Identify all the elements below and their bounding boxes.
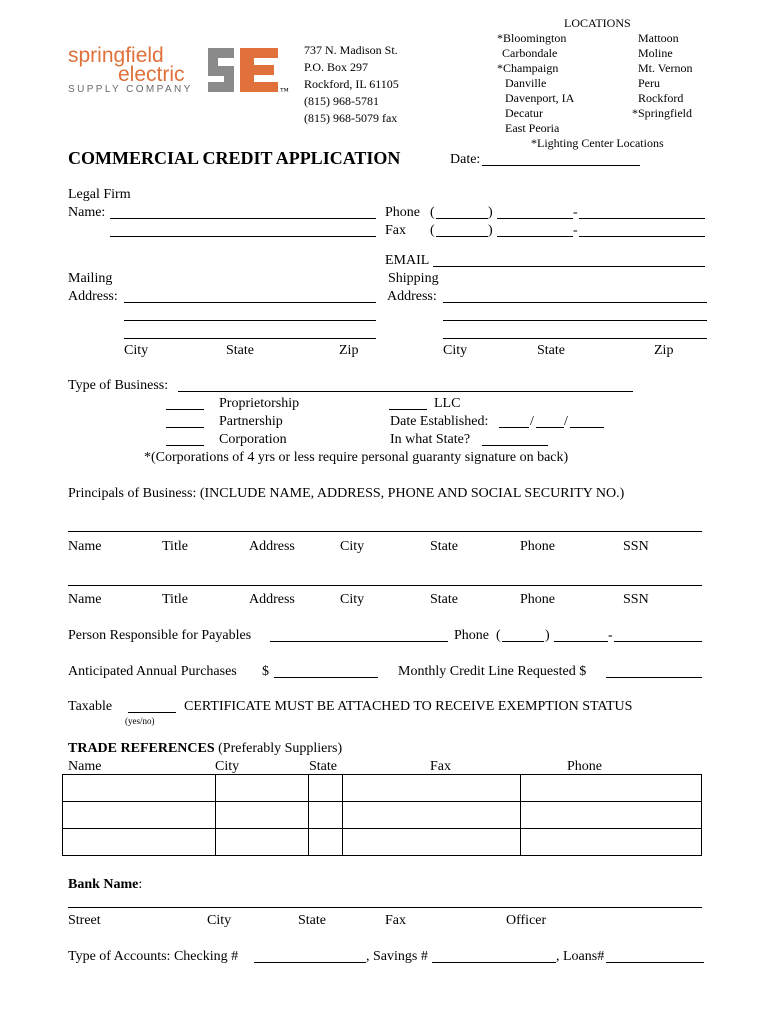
- mailing-city-label: City: [124, 343, 149, 358]
- credit-line-field[interactable]: [606, 677, 702, 678]
- partnership-check-field[interactable]: [166, 427, 204, 428]
- bank-name-colon: :: [138, 877, 143, 892]
- address-street: 737 N. Madison St.: [304, 43, 398, 57]
- bank-col-street: Street: [68, 913, 101, 928]
- checking-account-field[interactable]: [254, 962, 366, 963]
- location-item: Rockford: [638, 91, 684, 105]
- logo-mark-icon: [204, 44, 282, 96]
- fax-area-field[interactable]: [436, 236, 488, 237]
- certificate-note: CERTIFICATE MUST BE ATTACHED TO RECEIVE EXEMPTION STATUS: [184, 699, 633, 714]
- trade-ref-name-cell[interactable]: [63, 802, 216, 829]
- trade-ref-fax-cell[interactable]: [343, 802, 521, 829]
- phone-number-field[interactable]: [579, 218, 705, 219]
- table-row: [63, 829, 702, 856]
- mailing-address-field-3[interactable]: [124, 338, 376, 339]
- mailing-address-label: Address:: [68, 289, 118, 304]
- date-separator-1: /: [530, 414, 534, 429]
- location-item: Moline: [638, 46, 673, 60]
- trade-ref-phone-cell[interactable]: [521, 829, 702, 856]
- principal-1-col-address: Address: [249, 539, 295, 554]
- trade-ref-name-cell[interactable]: [63, 829, 216, 856]
- principal-1-col-city: City: [340, 539, 365, 554]
- shipping-address-field-3[interactable]: [443, 338, 707, 339]
- principal-1-col-state: State: [430, 539, 458, 554]
- shipping-address-field[interactable]: [443, 302, 707, 303]
- shipping-zip-label: Zip: [654, 343, 674, 358]
- legal-firm-label: Legal Firm: [68, 187, 131, 202]
- address-phone: (815) 968-5781: [304, 94, 379, 108]
- email-field[interactable]: [433, 266, 705, 267]
- credit-line-label: Monthly Credit Line Requested $: [398, 664, 587, 679]
- bank-col-fax: Fax: [385, 913, 406, 928]
- date-established-day-field[interactable]: [536, 427, 564, 428]
- trade-ref-fax-cell[interactable]: [343, 829, 521, 856]
- location-item: Peru: [638, 76, 660, 90]
- date-established-label: Date Established:: [390, 414, 489, 429]
- fax-label: Fax: [385, 223, 406, 238]
- locations-footnote: *Lighting Center Locations: [531, 136, 664, 150]
- table-row: [63, 775, 702, 802]
- payables-phone-close: ): [545, 628, 550, 643]
- payables-phone-area-field[interactable]: [502, 641, 544, 642]
- trade-ref-state-cell[interactable]: [309, 829, 343, 856]
- savings-account-field[interactable]: [432, 962, 556, 963]
- fax-number-field[interactable]: [579, 236, 705, 237]
- locations-heading: LOCATIONS: [564, 16, 631, 30]
- location-item: Decatur: [505, 106, 543, 120]
- trade-references-note: (Preferably Suppliers): [218, 741, 343, 756]
- principal-1-col-title: Title: [162, 539, 188, 554]
- form-title: COMMERCIAL CREDIT APPLICATION: [68, 148, 401, 168]
- phone-area-open: (: [430, 205, 435, 220]
- principals-label: Principals of Business: (INCLUDE NAME, ADDRESS, PHONE AND SOCIAL SECURITY NO.): [68, 486, 625, 501]
- trade-ref-city-cell[interactable]: [216, 802, 309, 829]
- phone-label: Phone: [385, 205, 420, 220]
- address-po-box: P.O. Box 297: [304, 60, 369, 74]
- in-what-state-field[interactable]: [482, 445, 548, 446]
- type-of-business-label: Type of Business:: [68, 378, 169, 393]
- trade-col-fax: Fax: [430, 759, 451, 774]
- payables-phone-label: Phone: [454, 628, 489, 643]
- bank-name-label: Bank Name: [68, 877, 139, 892]
- location-item: *Springfield: [632, 106, 692, 120]
- phone-area-close: ): [488, 205, 493, 220]
- fax-dash: -: [573, 223, 578, 238]
- principal-2-field[interactable]: [68, 585, 702, 586]
- fax-area-open: (: [430, 223, 435, 238]
- bank-name-heading: [68, 877, 142, 893]
- location-item: Mt. Vernon: [638, 61, 693, 75]
- loans-account-field[interactable]: [606, 962, 704, 963]
- corporation-guaranty-note: *(Corporations of 4 yrs or less require personal guaranty signature on back): [144, 450, 569, 465]
- location-item: East Peoria: [505, 121, 560, 135]
- mailing-address-field[interactable]: [124, 302, 376, 303]
- trade-ref-city-cell[interactable]: [216, 775, 309, 802]
- date-label: Date:: [450, 152, 481, 167]
- llc-check-field[interactable]: [389, 409, 427, 410]
- logo-word-supply-company: SUPPLY COMPANY: [68, 84, 193, 95]
- legal-firm-name-field[interactable]: [110, 218, 376, 219]
- shipping-address-field-2[interactable]: [443, 320, 707, 321]
- annual-purchases-label: Anticipated Annual Purchases: [68, 664, 237, 679]
- bank-name-field[interactable]: [68, 907, 702, 908]
- phone-dash: -: [573, 205, 578, 220]
- address-fax: (815) 968-5079 fax: [304, 111, 398, 125]
- trade-ref-phone-cell[interactable]: [521, 802, 702, 829]
- type-of-business-field[interactable]: [178, 391, 633, 392]
- principal-2-col-state: State: [430, 592, 458, 607]
- principal-2-col-ssn: SSN: [623, 592, 649, 607]
- address-city: Rockford, IL 61105: [304, 77, 399, 91]
- annual-purchases-field[interactable]: [274, 677, 378, 678]
- principal-2-col-title: Title: [162, 592, 188, 607]
- trade-ref-phone-cell[interactable]: [521, 775, 702, 802]
- payables-phone-open: (: [496, 628, 501, 643]
- accounts-checking-label: Type of Accounts: Checking #: [68, 949, 239, 964]
- proprietorship-check-field[interactable]: [166, 409, 204, 410]
- principal-2-col-city: City: [340, 592, 365, 607]
- proprietorship-label: Proprietorship: [219, 396, 300, 411]
- principal-1-col-phone: Phone: [520, 539, 555, 554]
- principal-1-field[interactable]: [68, 531, 702, 532]
- location-item: *Champaign: [497, 61, 559, 75]
- payables-label: Person Responsible for Payables: [68, 628, 252, 643]
- llc-label: LLC: [434, 396, 461, 411]
- payables-phone-number-field[interactable]: [614, 641, 702, 642]
- phone-area-field[interactable]: [436, 218, 488, 219]
- name-label: Name:: [68, 205, 106, 220]
- location-item: Carbondale: [502, 46, 558, 60]
- shipping-city-label: City: [443, 343, 468, 358]
- trade-references-label: TRADE REFERENCES: [68, 741, 215, 756]
- logo-trademark: ™: [280, 86, 289, 96]
- corporation-label: Corporation: [219, 432, 287, 447]
- bank-col-city: City: [207, 913, 232, 928]
- trade-ref-state-cell[interactable]: [309, 802, 343, 829]
- annual-purchases-dollar: $: [262, 664, 269, 679]
- fax-prefix-field[interactable]: [497, 236, 573, 237]
- taxable-field[interactable]: [128, 712, 176, 713]
- trade-ref-city-cell[interactable]: [216, 829, 309, 856]
- logo-word-springfield: springfield: [68, 44, 164, 67]
- trade-ref-name-cell[interactable]: [63, 775, 216, 802]
- accounts-savings-label: , Savings #: [366, 949, 428, 964]
- logo-word-electric: electric: [118, 63, 185, 86]
- shipping-address-label: Address:: [387, 289, 437, 304]
- taxable-yes-no-hint: (yes/no): [125, 716, 155, 726]
- date-separator-2: /: [564, 414, 568, 429]
- location-item: Mattoon: [638, 31, 679, 45]
- location-item: Davenport, IA: [505, 91, 575, 105]
- trade-col-state: State: [309, 759, 337, 774]
- trade-ref-fax-cell[interactable]: [343, 775, 521, 802]
- principal-1-col-name: Name: [68, 539, 102, 554]
- principal-2-col-phone: Phone: [520, 592, 555, 607]
- shipping-label: Shipping: [388, 271, 439, 286]
- legal-firm-name-field-2[interactable]: [110, 236, 376, 237]
- payables-phone-prefix-field[interactable]: [554, 641, 608, 642]
- location-item: *Bloomington: [497, 31, 567, 45]
- location-item: Danville: [505, 76, 547, 90]
- partnership-label: Partnership: [219, 414, 283, 429]
- email-label: EMAIL: [385, 253, 430, 268]
- phone-prefix-field[interactable]: [497, 218, 573, 219]
- mailing-address-field-2[interactable]: [124, 320, 376, 321]
- payables-person-field[interactable]: [270, 641, 448, 642]
- mailing-zip-label: Zip: [339, 343, 359, 358]
- trade-col-name: Name: [68, 759, 102, 774]
- trade-col-phone: Phone: [567, 759, 602, 774]
- principal-2-col-name: Name: [68, 592, 102, 607]
- accounts-loans-label: , Loans#: [556, 949, 605, 964]
- principal-1-col-ssn: SSN: [623, 539, 649, 554]
- trade-col-city: City: [215, 759, 240, 774]
- in-what-state-label: In what State?: [390, 432, 471, 447]
- mailing-state-label: State: [226, 343, 254, 358]
- date-established-month-field[interactable]: [499, 427, 529, 428]
- corporation-check-field[interactable]: [166, 445, 204, 446]
- payables-phone-dash: -: [608, 628, 613, 643]
- date-field[interactable]: [482, 165, 640, 166]
- bank-col-state: State: [298, 913, 326, 928]
- trade-references-table: [62, 774, 702, 856]
- mailing-label: Mailing: [68, 271, 113, 286]
- fax-area-close: ): [488, 223, 493, 238]
- bank-col-officer: Officer: [506, 913, 547, 928]
- table-row: [63, 802, 702, 829]
- shipping-state-label: State: [537, 343, 565, 358]
- taxable-label: Taxable: [68, 699, 113, 714]
- date-established-year-field[interactable]: [570, 427, 604, 428]
- trade-ref-state-cell[interactable]: [309, 775, 343, 802]
- principal-2-col-address: Address: [249, 592, 295, 607]
- trade-references-heading: [68, 741, 342, 757]
